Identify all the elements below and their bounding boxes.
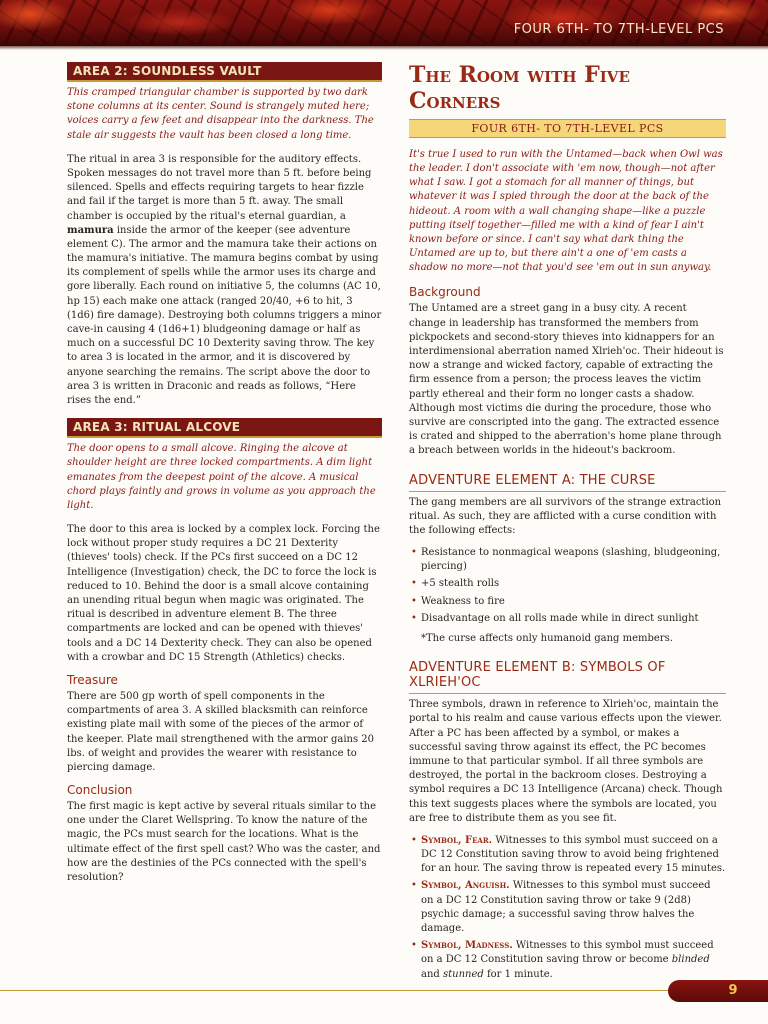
element-b-heading: ADVENTURE ELEMENT B: SYMBOLS OF XLRIEH'OC <box>409 660 726 694</box>
curse-footnote: *The curse affects only humanoid gang members. <box>421 633 673 645</box>
left-column <box>67 62 382 893</box>
list-item: • Disadvantage on all rolls made while in direct sunlight <box>409 612 726 626</box>
symbol-name: Symbol, Fear. <box>421 834 493 846</box>
curse-effects-list <box>409 546 726 626</box>
area-2-heading: AREA 2: SOUNDLESS VAULT <box>67 62 382 82</box>
bullet-icon: • <box>411 880 417 892</box>
level-subtitle: FOUR 6TH- TO 7TH-LEVEL PCS <box>409 119 726 138</box>
list-item: • +5 stealth rolls <box>409 577 726 591</box>
symbol-name: Symbol, Madness. <box>421 940 513 952</box>
list-item: • Symbol, Fear. Witnesses to this symbol must succeed on a DC 12 Constitution saving throw to avoid being frightened for an hour. The saving throw is repeated every 15 minutes. <box>411 834 726 875</box>
running-header: FOUR 6TH- TO 7TH-LEVEL PCS <box>513 22 724 37</box>
list-item: • Resistance to nonmagical weapons (slashing, bludgeoning, piercing) <box>411 547 721 573</box>
element-b-body: Three symbols, drawn in reference to Xlrieh'oc, maintain the portal to his realm and cause various effects upon the viewer. After a PC has been affected by a symbol, or makes a successful saving throw against its effect, the PC becomes immune to that particular symbol. If all three symbols are destroyed, the portal in the backroom closes. Destroying a symbol requires a DC 13 Intelligence (Arcana) check. Though this text suggests places where the symbols are located, you are free to distribute them as you see fit. <box>409 699 723 824</box>
bullet-icon: • <box>411 834 417 846</box>
page-number: 9 <box>728 983 738 998</box>
area-2-body: The ritual in area 3 is responsible for the auditory effects. Spoken messages do not travel more than 5 ft. before being silenced. Spells and effects requiring targets to hear fizzle and fail if the target is more than 5 ft. away. The small chamber is occupied by the ritual's eternal guardian, a mamura inside the armor of the keeper (see adventure element C). The armor and the mamura take their actions on the mamura's initiative. The mamura begins combat by using its complement of spells while the armor uses its charge and gore liberally. Each round on initiative 5, the columns (AC 10, hp 15) each make one attack (ranged 20/40, +6 to hit, 3 (1d6) fire damage). Destroying both columns triggers a minor cave-in causing 4 (1d6+1) bludgeoning damage or half as much on a successful DC 10 Dexterity saving throw. The key to area 3 is located in the armor, and it is discovered by anyone searching the remains. The script above the door to area 3 is written in Draconic and reads as follows, “Here rises the end.” <box>67 153 382 406</box>
treasure-heading: Treasure <box>67 672 118 687</box>
page-title: The Room with Five Corners <box>409 62 630 115</box>
intro-quote: It's true I used to run with the Untamed—back when Owl was the leader. I don't associate with 'em now, though—not after what I saw. I got a stomach for all manner of things, but whatever it was I spied through the door at the back of the hideout. A room with a wall changing shape—like a puzzle putting itself together—filled me with a kind of fear I ain't known before or since. I can't say what dark thing the Untamed are up to, but there ain't a one of 'em casts a shadow no more—not that you'd see 'em out in sun anyway. <box>409 148 723 274</box>
area-2-boxed-text: This cramped triangular chamber is supported by two dark stone columns at its center. Sound is strangely muted here; voices carry a few feet and disappear into the darkness. The stale air suggests the vault has been closed a long time. <box>67 87 374 141</box>
bullet-icon: • <box>411 578 417 590</box>
footer-rule <box>0 990 668 991</box>
bullet-icon: • <box>411 595 417 607</box>
symbols-list <box>409 834 726 982</box>
element-a-heading: ADVENTURE ELEMENT A: THE CURSE <box>409 473 726 492</box>
element-a-body: The gang members are all survivors of the strange extraction ritual. As such, they are afflicted with a curse condition with the following effects: <box>409 496 722 536</box>
treasure-body: There are 500 gp worth of spell components in the compartments of area 3. A skilled blacksmith can reinforce existing plate mail with some of the pieces of the armor of the keeper. Plate mail strengthened with the armor gains 20 lbs. of weight and provides the wearer with resistance to piercing damage. <box>67 690 375 773</box>
bullet-icon: • <box>411 612 417 624</box>
right-column <box>409 62 726 988</box>
header-banner <box>0 0 768 46</box>
conclusion-body: The first magic is kept active by several rituals similar to the one under the Claret Wellspring. To know the nature of the magic, the PCs must search for the locations. What is the ultimate effect of the first spell cast? Who was the caster, and how are the destinies of the PCs connected with the spell's resolution? <box>67 801 381 883</box>
background-body: The Untamed are a street gang in a busy city. A recent change in leadership has transformed the members from pickpockets and second-story thieves into kidnappers for an interdimensional aberration named Xlrieh'oc. Their hideout is now a strange and wicked factory, capable of extracting the firm essence from a person; the process leaves the victim partly ethereal and their form no longer casts a shadow. Although most victims die during the procedure, those who survive are conscripted into the gang. The extracted essence is crated and shipped to the aberration's home plane through a breach between worlds in the hideout's backroom. <box>409 303 724 457</box>
list-item: • Symbol, Madness. Witnesses to this symbol must succeed on a DC 12 Constitution saving throw or become blinded and stunned for 1 minute. <box>411 940 714 980</box>
list-item: • Weakness to fire <box>409 595 726 609</box>
mamura-term: mamura <box>67 224 114 236</box>
area-3-body: The door to this area is locked by a complex lock. Forcing the lock without proper study requires a DC 21 Dexterity (thieves' tools) check. If the PCs first succeed on a DC 12 Intelligence (Investigation) check, the DC to force the lock is reduced to 10. Behind the door is a small alcove containing an unending ritual begun when magic was originated. The ritual is described in adventure element B. The three compartments are locked and can be opened with thieves' tools and a DC 14 Dexterity check. They can also be opened with a crowbar and DC 15 Strength (Athletics) checks. <box>67 524 380 663</box>
symbol-name: Symbol, Anguish. <box>421 880 510 892</box>
bullet-icon: • <box>411 547 417 559</box>
area-3-boxed-text: The door opens to a small alcove. Ringing the alcove at shoulder height are three locked compartments. A dim light emanates from the deepest point of the alcove. A musical chord plays faintly and grows in volume as you approach the light. <box>67 443 376 511</box>
area-3-heading: AREA 3: RITUAL ALCOVE <box>67 418 382 438</box>
bullet-icon: • <box>411 940 417 952</box>
background-heading: Background <box>409 285 481 300</box>
footer-tab <box>668 980 768 1002</box>
list-item: • Symbol, Anguish. Witnesses to this symbol must succeed on a DC 12 Constitution saving throw or take 9 (2d8) psychic damage; a successful saving throw halves the damage. <box>411 880 711 935</box>
conclusion-heading: Conclusion <box>67 783 133 798</box>
